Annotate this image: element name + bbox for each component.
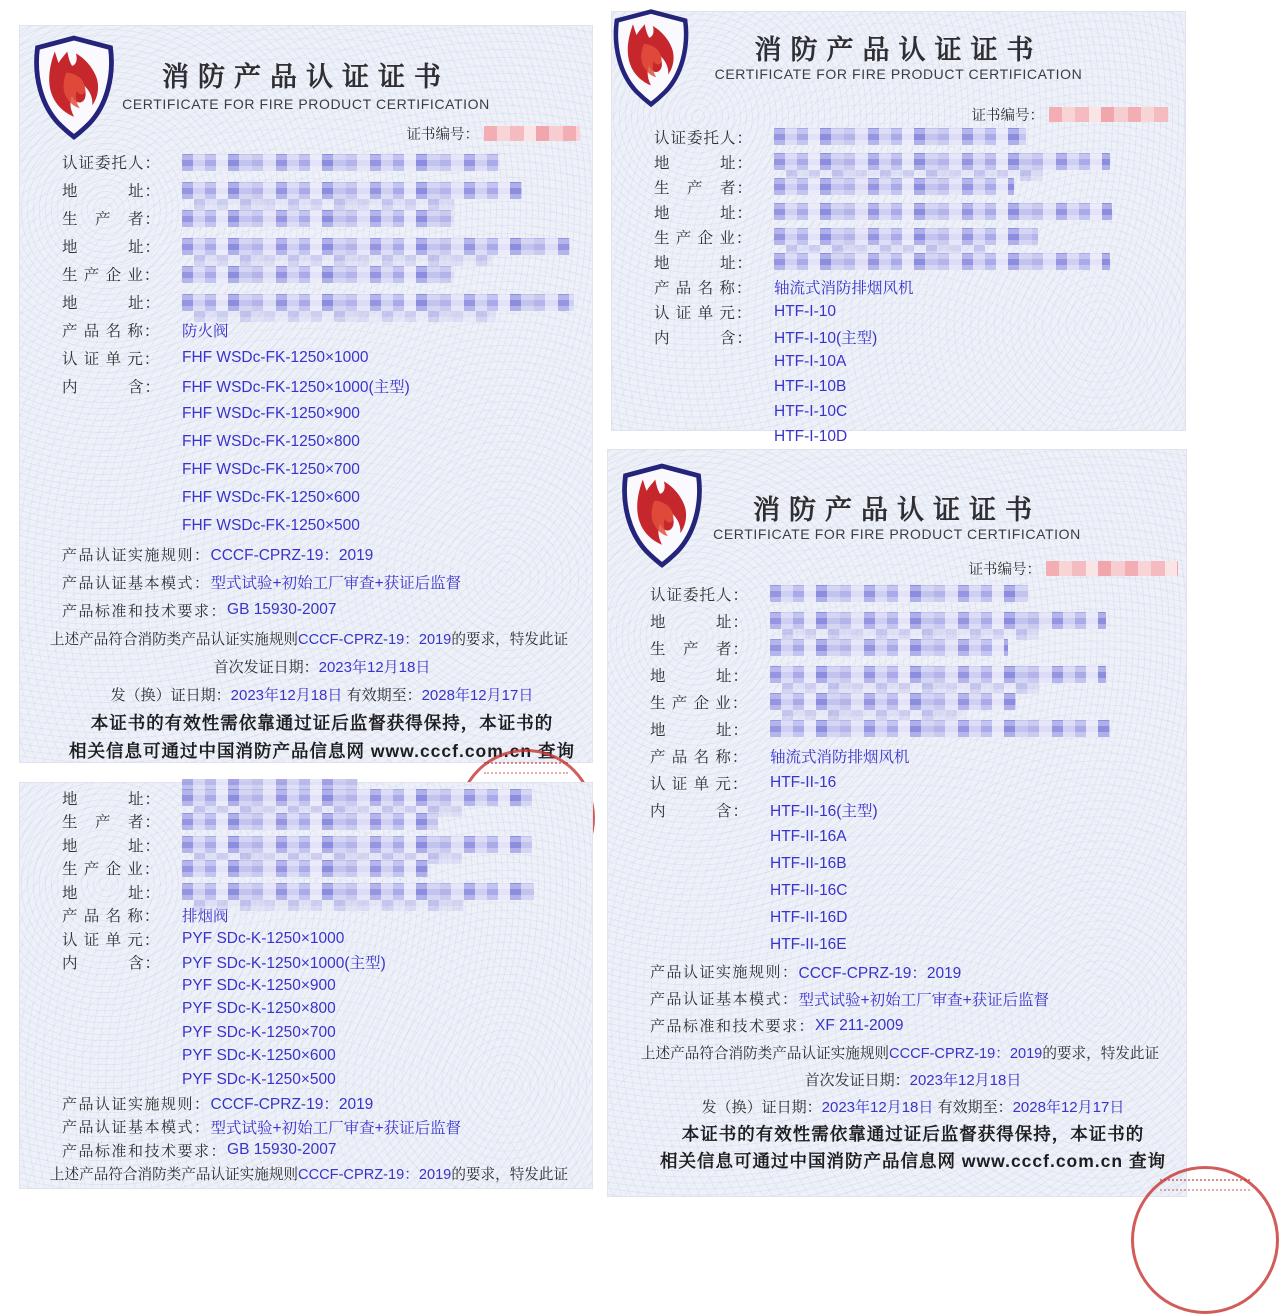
certificate-fields [640, 580, 1176, 1174]
certificate-number-label: 证书编号： [968, 562, 1041, 578]
redacted-address [770, 612, 1106, 629]
standard-label: 产品标准和技术要求： [650, 1018, 816, 1035]
includes-model: FHF WSDc-FK-1250×700 [182, 461, 360, 478]
rule-row-implementation [650, 958, 1176, 985]
includes-model-row [62, 512, 582, 540]
redacted-enterprise [182, 266, 454, 283]
includes-model: PYF SDc-K-1250×800 [182, 1000, 336, 1018]
field-row-address [654, 149, 1175, 174]
standard-label: 产品标准和技术要求： [62, 1142, 228, 1160]
includes-model: PYF SDc-K-1250×1000(主型) [182, 955, 386, 973]
reissue-date: 2023年12月18日 [821, 1099, 934, 1116]
field-row-address [62, 288, 582, 316]
valid-until-date: 2028年12月17日 [1012, 1099, 1125, 1116]
certificate-fields [654, 124, 1175, 449]
field-row-applicant [650, 580, 1176, 607]
producer-label: 生 产 者： [62, 211, 162, 228]
standard-value: GB 15930-2007 [227, 601, 337, 618]
includes-label: 内 含： [62, 379, 162, 396]
includes-model-row [650, 823, 1176, 850]
impl-rule-label: 产品认证实施规则： [650, 964, 799, 981]
certificate-bottom-left [20, 783, 592, 1188]
rule-row-standard [62, 596, 582, 624]
field-row-address [654, 249, 1175, 274]
address-label: 地 址： [62, 790, 162, 808]
includes-model: HTF-I-10C [774, 402, 848, 420]
includes-model: PYF SDc-K-1250×700 [182, 1023, 336, 1041]
redacted-producer [774, 178, 1014, 195]
includes-model: PYF SDc-K-1250×900 [182, 976, 336, 994]
redacted-applicant [770, 585, 1028, 602]
certificate-title: 消防产品认证证书 [753, 495, 1041, 525]
field-row-address [62, 176, 582, 204]
redacted-address [774, 253, 1110, 270]
address-label: 地 址： [654, 254, 754, 272]
certificate-subtitle: CERTIFICATE FOR FIRE PRODUCT CERTIFICATION [714, 66, 1083, 82]
field-row-cert-unit [654, 299, 1175, 324]
applicant-label: 认证委托人： [62, 155, 162, 172]
field-row-address [650, 607, 1176, 634]
includes-model-row [62, 998, 582, 1022]
first-issue-date-row [62, 652, 582, 680]
product-name-value: 轴流式消防排烟风机 [770, 748, 910, 766]
valid-until-label: 有效期至： [346, 686, 422, 704]
redacted-enterprise [770, 693, 1016, 710]
includes-model: HTF-II-16C [770, 881, 848, 899]
applicant-label: 认证委托人： [654, 129, 754, 147]
redacted-enterprise [774, 228, 1038, 245]
includes-model-row [650, 877, 1176, 904]
includes-model: HTF-II-16B [770, 854, 847, 872]
includes-model-row [650, 904, 1176, 931]
redacted-certificate-number [1046, 561, 1178, 576]
rule-row-mode [650, 985, 1176, 1012]
includes-model-row [654, 399, 1175, 424]
redacted-producer [770, 639, 1008, 656]
address-label: 地 址： [62, 837, 162, 855]
reissue-label: 发（换）证日期： [110, 686, 231, 704]
cert-unit-value: HTF-I-10 [774, 302, 836, 320]
includes-model: FHF WSDc-FK-1250×800 [182, 433, 360, 450]
field-row-cert-unit [62, 344, 582, 372]
impl-rule-value: CCCF-CPRZ-19：2019 [210, 1096, 374, 1114]
includes-model: HTF-I-10(主型) [774, 329, 878, 347]
producer-label: 生 产 者： [654, 179, 754, 197]
includes-model: HTF-II-16(主型) [770, 802, 878, 820]
redacted-address [182, 836, 532, 853]
includes-label: 内 含： [62, 955, 162, 973]
statement-suffix: 的要求，特发此证 [451, 631, 569, 648]
field-row-address [62, 786, 582, 810]
includes-model: HTF-I-10A [774, 352, 847, 370]
statement-rule-code: CCCF-CPRZ-19：2019 [298, 631, 452, 648]
includes-model-row [62, 456, 582, 484]
statement-suffix: 的要求，特发此证 [1042, 1046, 1160, 1062]
includes-model-row [650, 931, 1176, 958]
certificate-number-label: 证书编号： [971, 108, 1044, 124]
field-row-cert-unit [650, 769, 1176, 796]
includes-model: PYF SDc-K-1250×500 [182, 1070, 336, 1088]
footer-line-2: 相关信息可通过中国消防产品信息网 www.cccf.com.cn 查询 [69, 740, 575, 761]
address-label: 地 址： [62, 295, 162, 312]
field-row-address [654, 199, 1175, 224]
includes-model: FHF WSDc-FK-1250×900 [182, 405, 360, 422]
includes-model-row [654, 424, 1175, 449]
impl-rule-value: CCCF-CPRZ-19：2019 [210, 547, 374, 564]
product-name-label: 产 品 名 称： [654, 279, 753, 297]
includes-model-row [62, 400, 582, 428]
field-row-applicant [62, 148, 582, 176]
reissue-date-row [62, 680, 582, 708]
field-row-product-name [650, 742, 1176, 769]
statement-prefix: 上述产品符合消防类产品认证实施规则 [49, 1167, 299, 1184]
first-issue-label: 首次发证日期： [213, 658, 319, 676]
field-row-producer [62, 810, 582, 834]
rule-row-standard [650, 1012, 1176, 1039]
product-name-label: 产 品 名 称： [650, 748, 749, 766]
redacted-enterprise [182, 860, 428, 877]
product-name-value: 排烟阀 [182, 908, 229, 926]
includes-model-row [62, 1045, 582, 1069]
certificate-title: 消防产品认证证书 [754, 35, 1043, 65]
redacted-address [182, 789, 532, 806]
rule-row-mode [62, 1115, 582, 1139]
producer-label: 生 产 者： [650, 640, 750, 658]
field-row-enterprise [650, 688, 1176, 715]
reissue-date-row [650, 1093, 1176, 1120]
includes-model-row [62, 428, 582, 456]
includes-model-row [62, 1021, 582, 1045]
field-row-producer [650, 634, 1176, 661]
address-label: 地 址： [62, 239, 162, 256]
includes-model: HTF-II-16D [770, 908, 848, 926]
redacted-address [770, 720, 1110, 737]
cert-unit-value: FHF WSDc-FK-1250×1000 [182, 349, 369, 366]
certificate-title: 消防产品认证证书 [162, 62, 450, 92]
certificate-number-row [407, 123, 581, 144]
mode-value: 型式试验+初始工厂审查+获证后监督 [210, 1119, 462, 1137]
mode-value: 型式试验+初始工厂审查+获证后监督 [798, 991, 1050, 1009]
statement-rule-code: CCCF-CPRZ-19：2019 [298, 1167, 452, 1184]
redacted-certificate-number [1049, 107, 1169, 122]
impl-rule-value: CCCF-CPRZ-19：2019 [798, 964, 962, 982]
includes-model: FHF WSDc-FK-1250×500 [182, 517, 360, 534]
redacted-applicant [774, 128, 1026, 145]
certificate-fields [49, 148, 582, 764]
includes-model-row [62, 974, 582, 998]
includes-model: PYF SDc-K-1250×600 [182, 1047, 336, 1065]
rule-row-mode [62, 568, 582, 596]
address-label: 地 址： [654, 154, 754, 172]
applicant-label: 认证委托人： [650, 586, 750, 604]
redacted-address [182, 238, 570, 255]
enterprise-label: 生 产 企 业： [62, 267, 161, 284]
includes-label: 内 含： [654, 329, 754, 347]
certificate-number-row [969, 558, 1179, 579]
certificate-number-row [972, 104, 1170, 125]
impl-rule-label: 产品认证实施规则： [62, 1095, 211, 1113]
impl-rule-label: 产品认证实施规则： [62, 546, 211, 564]
statement-row [36, 1162, 582, 1186]
address-label: 地 址： [62, 884, 162, 902]
includes-model-row [62, 484, 582, 512]
product-name-label: 产 品 名 称： [62, 908, 161, 926]
standard-label: 产品标准和技术要求： [62, 602, 228, 620]
rule-row-standard [62, 1139, 582, 1163]
cert-unit-label: 认 证 单 元： [62, 931, 161, 949]
standard-value: XF 211-2009 [815, 1016, 904, 1034]
redacted-address [770, 666, 1106, 683]
address-label: 地 址： [650, 613, 750, 631]
product-name-value: 轴流式消防排烟风机 [774, 279, 914, 297]
includes-model-row [654, 374, 1175, 399]
includes-model: HTF-I-10D [774, 427, 848, 445]
field-row-product-name [654, 274, 1175, 299]
rule-row-implementation [62, 1092, 582, 1116]
first-issue-date: 2023年12月18日 [909, 1072, 1022, 1089]
red-round-seal-partial [1131, 1166, 1279, 1314]
includes-model: HTF-II-16E [770, 935, 847, 953]
statement-suffix: 的要求，特发此证 [451, 1167, 569, 1184]
redacted-address [182, 294, 574, 311]
address-label: 地 址： [650, 667, 750, 685]
includes-model-row [650, 850, 1176, 877]
redacted-address [774, 153, 1110, 170]
enterprise-label: 生 产 企 业： [654, 229, 753, 247]
includes-model-row [62, 1068, 582, 1092]
field-row-address [62, 232, 582, 260]
certificate-top-left [20, 26, 592, 762]
valid-until-date: 2028年12月17日 [421, 686, 534, 704]
enterprise-label: 生 产 企 业： [650, 694, 749, 712]
footer-line-1: 本证书的有效性需依靠通过证后监督获得保持，本证书的 [681, 1124, 1145, 1144]
field-row-address [62, 880, 582, 904]
statement-rule-code: CCCF-CPRZ-19：2019 [889, 1046, 1043, 1062]
address-label: 地 址： [654, 204, 754, 222]
redacted-address [182, 883, 534, 900]
field-row-producer [654, 174, 1175, 199]
producer-label: 生 产 者： [62, 814, 162, 832]
address-label: 地 址： [62, 183, 162, 200]
first-issue-date: 2023年12月18日 [318, 658, 431, 676]
valid-until-label: 有效期至： [937, 1099, 1013, 1116]
mode-value: 型式试验+初始工厂审查+获证后监督 [210, 575, 462, 592]
redacted-address [182, 182, 522, 199]
product-name-value: 防火阀 [182, 323, 229, 340]
certificate-top-right [612, 12, 1185, 445]
first-issue-date-row [650, 1066, 1176, 1093]
certificate-subtitle: CERTIFICATE FOR FIRE PRODUCT CERTIFICATION [713, 526, 1081, 542]
first-issue-label: 首次发证日期： [804, 1072, 910, 1089]
field-row-address [62, 833, 582, 857]
footer-line-1: 本证书的有效性需依靠通过证后监督获得保持，本证书的 [90, 712, 554, 733]
enterprise-label: 生 产 企 业： [62, 861, 161, 879]
field-row-address [650, 661, 1176, 688]
reissue-date: 2023年12月18日 [230, 686, 343, 704]
field-row-address [650, 715, 1176, 742]
includes-model: FHF WSDc-FK-1250×600 [182, 489, 360, 506]
field-row-applicant [654, 124, 1175, 149]
mode-label: 产品认证基本模式： [62, 574, 211, 592]
redacted-certificate-number [484, 126, 580, 141]
statement-row [624, 1039, 1176, 1066]
field-row-enterprise [654, 224, 1175, 249]
redacted-address [774, 203, 1112, 220]
field-row-includes [654, 324, 1175, 349]
statement-prefix: 上述产品符合消防类产品认证实施规则 [640, 1046, 890, 1062]
includes-model: HTF-I-10B [774, 377, 847, 395]
includes-model-row [654, 349, 1175, 374]
certificate-fields [49, 786, 582, 1186]
footer-line-2: 相关信息可通过中国消防产品信息网 www.cccf.com.cn 查询 [660, 1151, 1166, 1171]
cert-unit-label: 认 证 单 元： [650, 775, 749, 793]
field-row-includes [650, 796, 1176, 823]
mode-label: 产品认证基本模式： [650, 991, 799, 1008]
cert-unit-value: PYF SDc-K-1250×1000 [182, 929, 345, 947]
redacted-producer [182, 210, 454, 227]
field-row-includes [62, 951, 582, 975]
mode-label: 产品认证基本模式： [62, 1119, 211, 1137]
statement-prefix: 上述产品符合消防类产品认证实施规则 [49, 631, 299, 648]
cert-unit-label: 认 证 单 元： [62, 351, 161, 368]
certificate-number-label: 证书编号： [406, 127, 479, 143]
certificate-subtitle: CERTIFICATE FOR FIRE PRODUCT CERTIFICATION [122, 96, 490, 112]
standard-value: GB 15930-2007 [227, 1141, 337, 1159]
cert-unit-value: HTF-II-16 [770, 773, 837, 791]
certificate-bottom-right [608, 450, 1186, 1196]
product-name-label: 产 品 名 称： [62, 323, 161, 340]
cert-unit-label: 认 证 单 元： [654, 304, 753, 322]
includes-model: FHF WSDc-FK-1250×1000(主型) [182, 379, 410, 396]
rule-row-implementation [62, 540, 582, 568]
statement-row [36, 624, 582, 652]
redacted-producer [182, 813, 438, 830]
field-row-cert-unit [62, 927, 582, 951]
address-label: 地 址： [650, 721, 750, 739]
includes-model: HTF-II-16A [770, 827, 847, 845]
field-row-includes [62, 372, 582, 400]
redacted-applicant [182, 154, 500, 171]
includes-label: 内 含： [650, 802, 750, 820]
field-row-enterprise [62, 857, 582, 881]
reissue-label: 发（换）证日期： [701, 1099, 822, 1116]
